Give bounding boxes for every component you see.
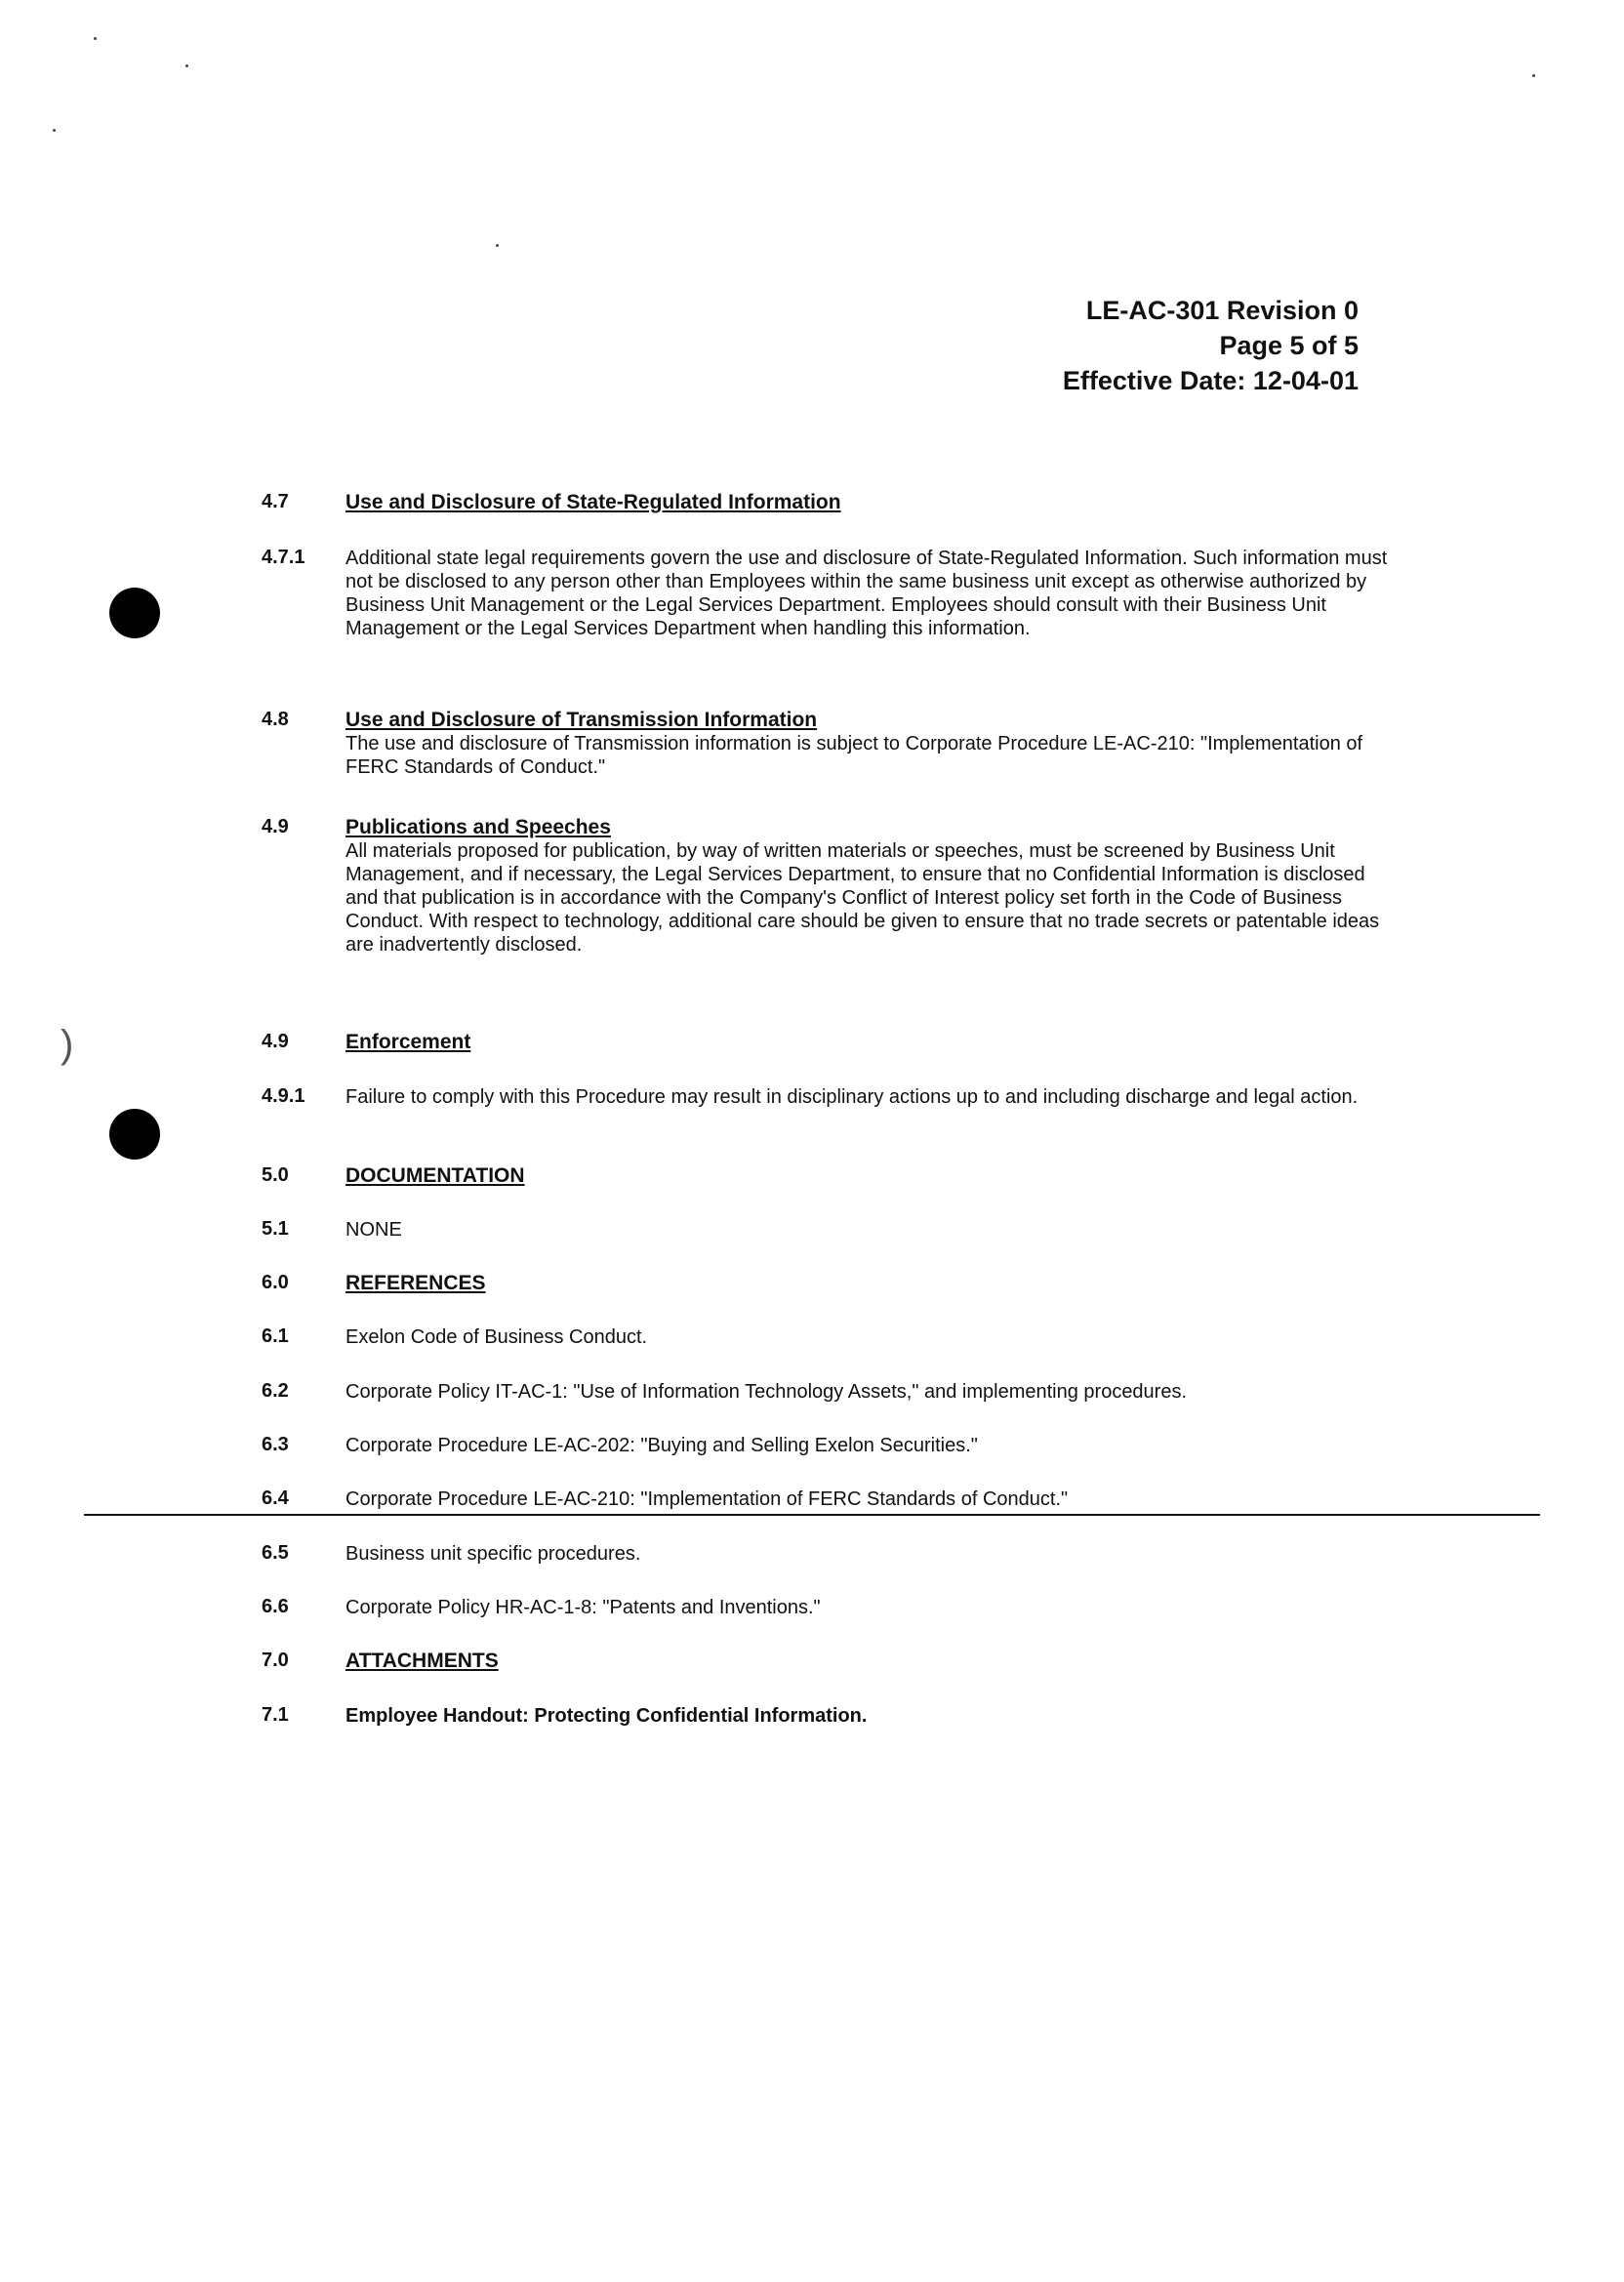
section-text: Corporate Policy IT-AC-1: "Use of Information Technology Assets," and implementing procedures. [345, 1381, 1188, 1403]
section-number: 4.7.1 [262, 547, 305, 568]
section-number: 4.7 [262, 491, 289, 512]
scan-speck [94, 37, 97, 40]
section-number: 4.9 [262, 816, 289, 837]
section-number: 7.1 [262, 1704, 289, 1726]
section-text: The use and disclosure of Transmission information is subject to Corporate Procedure LE-AC-210: "Implementation of FERC Standards of Conduct." [345, 733, 1363, 778]
section-number: 4.8 [262, 709, 289, 730]
section-number: 6.0 [262, 1272, 289, 1293]
section-text: Corporate Procedure LE-AC-202: "Buying and Selling Exelon Securities." [345, 1435, 978, 1456]
document-id: LE-AC-301 Revision 0 [1085, 296, 1359, 325]
scan-mark: ) [61, 1023, 74, 1066]
section-number: 4.9 [262, 1031, 289, 1052]
page-number: Page 5 of 5 [1219, 331, 1359, 360]
section-heading: DOCUMENTATION [345, 1164, 525, 1187]
effective-date: Effective Date: 12-04-01 [1062, 366, 1359, 395]
section-heading: REFERENCES [345, 1272, 486, 1294]
section-heading: Use and Disclosure of Transmission Information [345, 709, 818, 731]
section-heading: Publications and Speeches [345, 816, 611, 838]
section-text: Failure to comply with this Procedure may result in disciplinary actions up to and including discharge and legal action. [345, 1086, 1359, 1108]
section-text: Business unit specific procedures. [345, 1543, 641, 1565]
section-heading: Enforcement [345, 1031, 471, 1053]
section-text: All materials proposed for publication, by way of written materials or speeches, must be screened by Business Unit Management, and if necessary, the Legal Services Department, to ensure that no Confidential Information is disclosed and that publication is in accordance with the Company's Conflict of Interest policy set forth in the Code of Business Conduct. With respect to technology, additional care should be given to ensure that no trade secrets or patentable ideas are inadvertently disclosed. [345, 840, 1380, 956]
section-number: 6.6 [262, 1596, 289, 1617]
section-text: Corporate Procedure LE-AC-210: "Implementation of FERC Standards of Conduct." [345, 1488, 1069, 1510]
scan-speck [496, 244, 499, 247]
section-number: 7.0 [262, 1650, 289, 1671]
section-text: Employee Handout: Protecting Confidential Information. [345, 1705, 868, 1727]
section-number: 6.2 [262, 1380, 289, 1402]
scan-speck [53, 129, 56, 132]
section-number: 6.4 [262, 1487, 289, 1509]
section-text: Exelon Code of Business Conduct. [345, 1326, 648, 1348]
section-heading: ATTACHMENTS [345, 1650, 499, 1672]
section-number: 5.1 [262, 1218, 289, 1240]
section-number: 5.0 [262, 1164, 289, 1186]
section-number: 6.3 [262, 1434, 289, 1455]
scan-speck [1532, 74, 1535, 77]
punch-hole-bottom [109, 1109, 160, 1160]
section-heading: Use and Disclosure of State-Regulated Information [345, 491, 841, 513]
section-text: NONE [345, 1219, 402, 1241]
section-text: Additional state legal requirements govern the use and disclosure of State-Regulated Information. Such information must not be disclosed to any person other than Employees within the same business unit except as otherwise authorized by Business Unit Management or the Legal Services Department. Employees should consult with their Business Unit Management or the Legal Services Department when handling this information. [345, 548, 1388, 639]
strike-line [84, 1514, 1540, 1516]
section-number: 4.9.1 [262, 1085, 305, 1107]
section-text: Corporate Policy HR-AC-1-8: "Patents and Inventions." [345, 1597, 821, 1618]
section-number: 6.1 [262, 1325, 289, 1347]
document-header [1063, 293, 1359, 398]
section-number: 6.5 [262, 1542, 289, 1564]
scan-speck [185, 64, 188, 67]
punch-hole-top [109, 588, 160, 638]
